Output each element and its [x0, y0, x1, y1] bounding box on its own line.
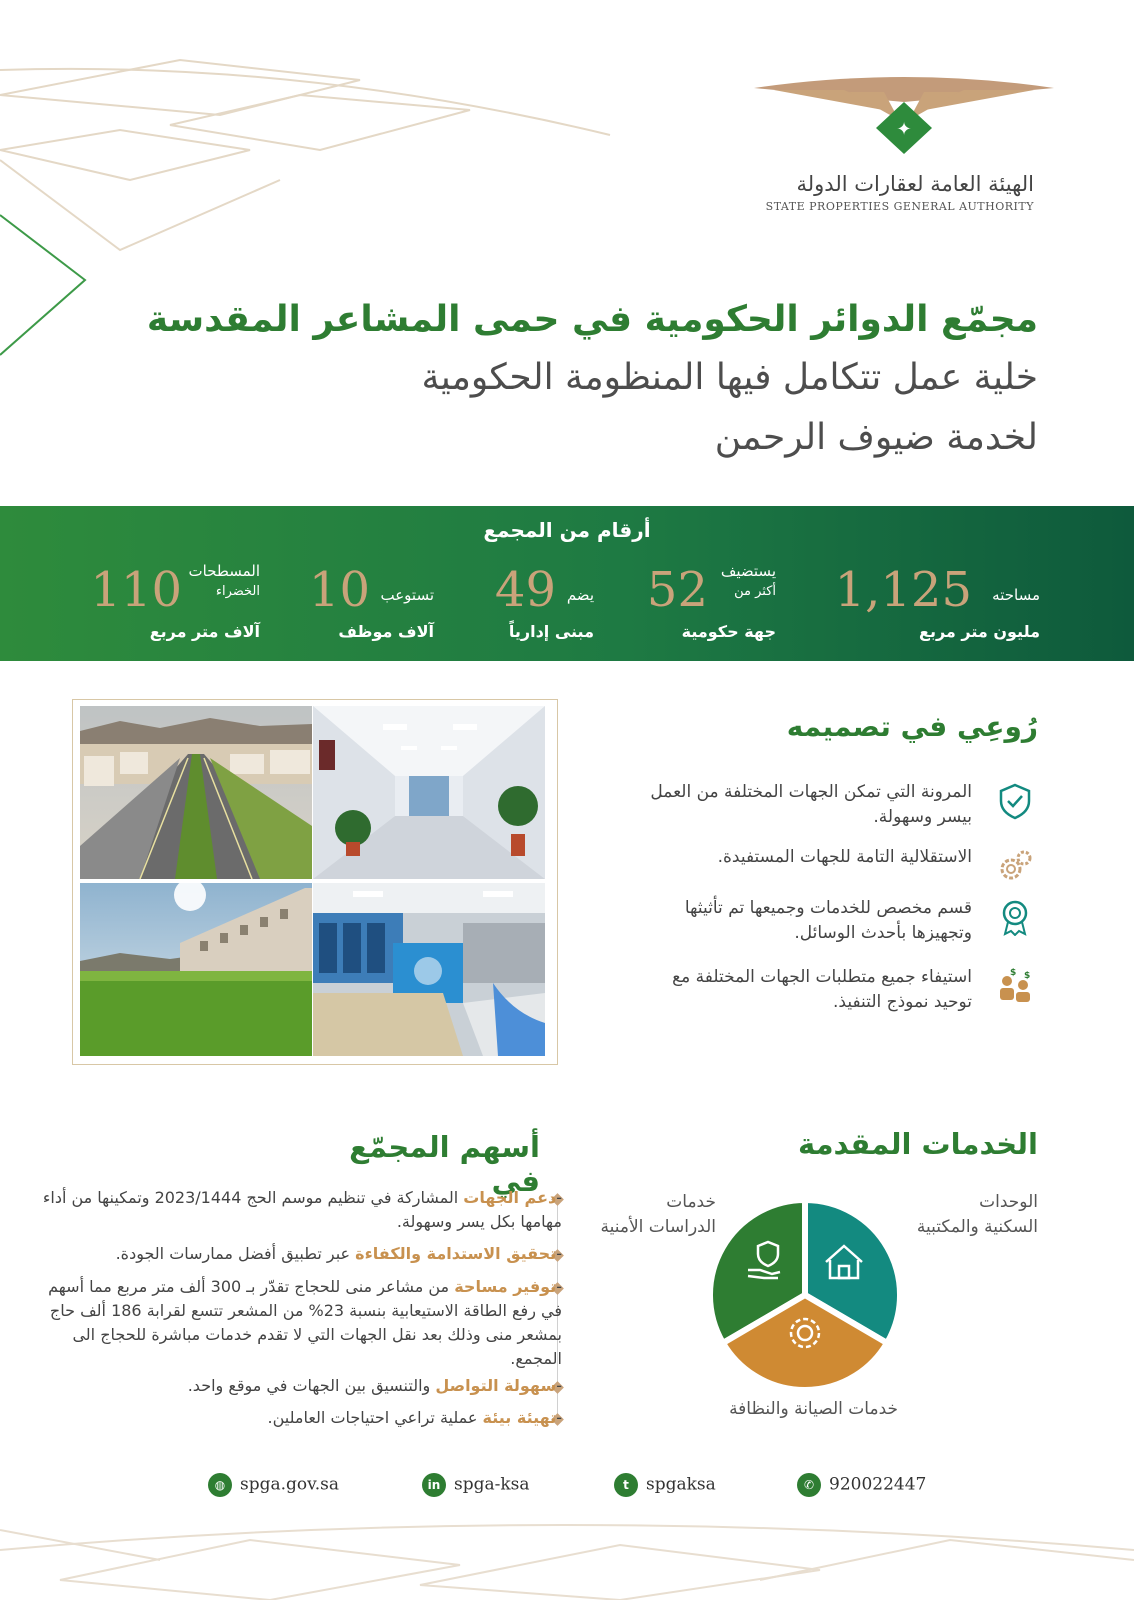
- phone-number[interactable]: 920022447: [829, 1474, 927, 1495]
- stat-entities: [646, 560, 780, 650]
- stat-green-areas: [90, 560, 270, 650]
- stat-unit: آلاف موظف: [338, 622, 434, 641]
- services-pie: [710, 1200, 900, 1390]
- vision-title: رُوعِي في تصميمه: [786, 710, 1038, 743]
- service-label-maintenance: خدمات الصيانة والنظافة: [729, 1399, 898, 1419]
- vision-item: [614, 965, 1034, 1025]
- vision-item: [614, 780, 1034, 840]
- contribution-item: -تهيئة بيئة عملية تراعي احتياجات العاملين.: [267, 1408, 562, 1427]
- stat-area: [834, 560, 1040, 650]
- stats-band: [0, 506, 1134, 661]
- linkedin-icon: in: [422, 1473, 446, 1497]
- vision-text: قسم مخصص للخدمات وجميعها تم تأثيثها وتجهيزها بأحدث الوسائل.: [684, 898, 972, 943]
- stats-title: أرقام من المجمع: [483, 518, 651, 542]
- linkedin-handle[interactable]: spga-ksa: [454, 1474, 530, 1495]
- stat-prefix: تستوعب: [380, 586, 434, 604]
- vision-text: استيفاء جميع متطلبات الجهات المختلفة مع توحيد نموذج التنفيذ.: [672, 967, 972, 1012]
- laundry-photo: [313, 883, 545, 1056]
- services-title: الخدمات المقدمة: [797, 1127, 1038, 1161]
- stat-unit: مبنى إدارياً: [508, 622, 594, 641]
- stat-prefix: يستضيف: [720, 562, 776, 580]
- stat-unit: آلاف متر مربع: [149, 622, 260, 641]
- svg-text:$: $: [1010, 968, 1017, 978]
- vision-text: المرونة التي تمكن الجهات المختلفة من العمل بيسر وسهولة.: [650, 782, 972, 827]
- stat-prefix: المسطحات: [188, 562, 260, 580]
- twitter-icon: t: [614, 1473, 638, 1497]
- boulevard-photo: [80, 706, 312, 879]
- svg-text:$: $: [1024, 971, 1031, 981]
- contribution-item: -تحقيق الاستدامة والكفاءة عبر تطبيق أفضل ممارسات الجودة.: [115, 1244, 562, 1263]
- gears-icon: [996, 847, 1034, 885]
- stat-number: 10: [308, 562, 370, 618]
- footer-linkedin[interactable]: [422, 1473, 530, 1503]
- brand-name-english: STATE PROPERTIES GENERAL AUTHORITY: [765, 200, 1034, 213]
- stat-prefix-2: أكثر من: [734, 584, 776, 599]
- vision-text: الاستقلالية التامة للجهات المستفيدة.: [717, 847, 972, 867]
- contribution-item: -سهولة التواصل والتنسيق بين الجهات في موقع واحد.: [187, 1376, 562, 1395]
- stat-prefix: يضم: [566, 586, 594, 604]
- stat-number: 110: [90, 562, 182, 618]
- corridor-photo: [313, 706, 545, 879]
- decorative-bottom-lines: [0, 1510, 1134, 1600]
- service-label-housing: الوحدات السكنية والمكتبية: [916, 1192, 1038, 1237]
- footer-website[interactable]: [208, 1473, 339, 1503]
- service-label-security: خدمات الدراسات الأمنية: [600, 1192, 716, 1237]
- vision-item: [614, 896, 1034, 956]
- stat-number: 49: [494, 562, 556, 618]
- brand-name-arabic: الهيئة العامة لعقارات الدولة: [796, 172, 1034, 196]
- phone-icon: ✆: [797, 1473, 821, 1497]
- people-money-icon: [996, 967, 1034, 1005]
- spga-logo: [754, 72, 1054, 222]
- stat-unit: جهة حكومية: [681, 622, 776, 641]
- building-lawn-photo: [80, 883, 312, 1056]
- subtitle-line-2: لخدمة ضيوف الرحمن: [714, 417, 1038, 458]
- contribution-item: -دعم الجهات المشاركة في تنظيم موسم الحج 2023/1444 وتمكينها من أداء مهامها بكل يسر وسهولة.: [42, 1188, 562, 1231]
- stat-number: 1,125: [834, 562, 972, 618]
- twitter-handle[interactable]: spgaksa: [646, 1474, 716, 1495]
- stat-buildings: [496, 560, 606, 650]
- stat-number: 52: [646, 562, 708, 618]
- photo-grid: [72, 699, 558, 1065]
- svg-text:✦: ✦: [896, 119, 912, 140]
- website-link[interactable]: spga.gov.sa: [240, 1474, 339, 1495]
- stat-unit: مليون متر مربع: [919, 622, 1040, 641]
- stat-employees: [300, 560, 440, 650]
- footer-phone[interactable]: [797, 1473, 926, 1503]
- stat-prefix-2: الخضراء: [215, 584, 260, 599]
- contributions-title: أسهم المجمّع في: [349, 1130, 540, 1198]
- footer-twitter[interactable]: [614, 1473, 716, 1503]
- contribution-item: -توفير مساحة من مشاعر منى للحجاج تقدّر بـ 300 ألف متر مربع مما أسهم في رفع الطاقة الاستيعابية بنسبة 23% من المشعر تتسع لقرابة 186 ألف حاج بمشعر منى وذلك بعد نقل الجهات التي لا تقدم خدمات مباشرة للحجاج الى المجمع.: [48, 1277, 562, 1368]
- shield-check-icon: [996, 782, 1034, 820]
- spga-emblem-icon: [754, 72, 1054, 162]
- badge-icon: [996, 898, 1034, 936]
- globe-icon: ◍: [208, 1473, 232, 1497]
- stat-prefix: مساحته: [992, 586, 1040, 604]
- subtitle-line-1: خلية عمل تتكامل فيها المنظومة الحكومية: [421, 357, 1038, 398]
- headline: [118, 292, 1038, 468]
- page-title: مجمّع الدوائر الحكومية في حمى المشاعر المقدسة: [146, 299, 1038, 340]
